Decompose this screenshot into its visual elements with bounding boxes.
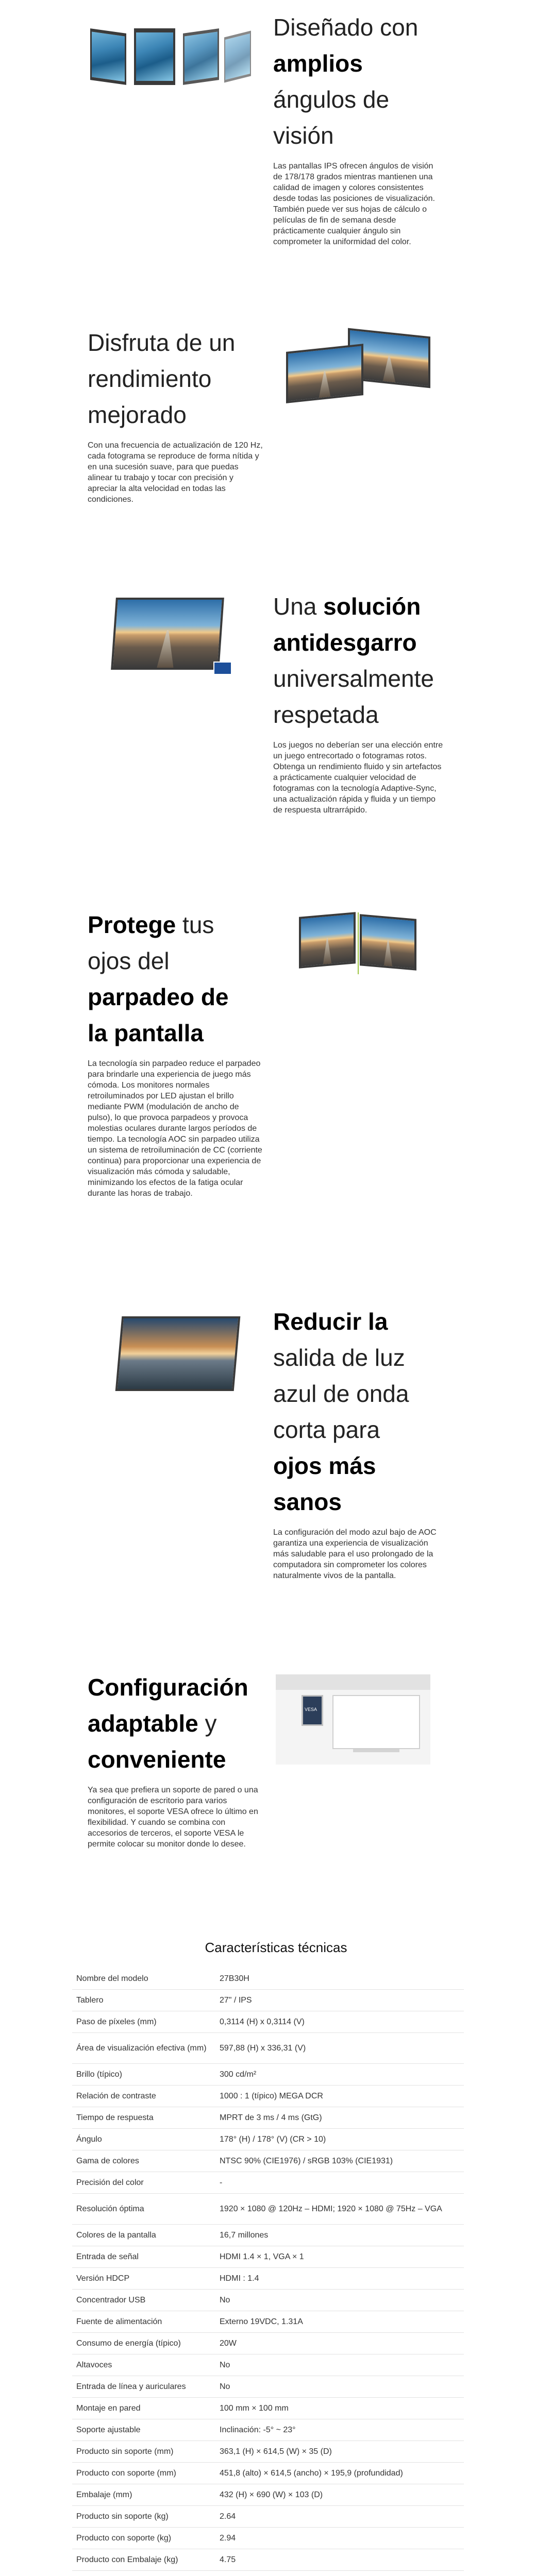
spec-row bbox=[72, 2571, 464, 2576]
spec-row bbox=[72, 2441, 464, 2463]
spec-value: No bbox=[220, 2382, 230, 2391]
spec-key: Montaje en pared bbox=[76, 2403, 141, 2413]
spec-value: NTSC 90% (CIE1976) / sRGB 103% (CIE1931) bbox=[220, 2156, 393, 2165]
spec-row bbox=[72, 2506, 464, 2528]
vesa-monitor-outline bbox=[332, 1695, 420, 1749]
adaptive-monitor bbox=[111, 598, 224, 670]
spec-row bbox=[72, 2419, 464, 2441]
vesa-mount-plate: VESA bbox=[302, 1695, 323, 1726]
spec-key: Nombre del modelo bbox=[76, 1974, 148, 1983]
performance-heading: Disfruta de un rendimiento mejorado bbox=[88, 329, 236, 428]
spec-value: 363,1 (H) × 614,5 (W) × 35 (D) bbox=[220, 2447, 332, 2456]
spec-value: 597,88 (H) x 336,31 (V) bbox=[220, 2043, 306, 2053]
spec-row bbox=[72, 2290, 464, 2311]
spec-key: Relación de contraste bbox=[76, 2091, 156, 2100]
flicker-monitor-right bbox=[360, 914, 416, 971]
spec-key: Producto con Embalaje (kg) bbox=[76, 2555, 178, 2564]
spec-key: Producto sin soporte (kg) bbox=[76, 2512, 169, 2521]
section-performance bbox=[0, 319, 552, 556]
spec-value: MPRT de 3 ms / 4 ms (GtG) bbox=[220, 2113, 322, 2122]
section-flicker-free bbox=[0, 902, 552, 1273]
spec-key: Producto con soporte (kg) bbox=[76, 2533, 172, 2543]
spec-key: Soporte ajustable bbox=[76, 2425, 141, 2434]
spec-row bbox=[72, 2033, 464, 2064]
spec-key: Embalaje (mm) bbox=[76, 2490, 132, 2499]
spec-key: Colores de la pantalla bbox=[76, 2230, 156, 2240]
section-low-blue-light bbox=[0, 1298, 552, 1659]
spec-value: 20W bbox=[220, 2338, 237, 2348]
adaptive-monitor-image bbox=[108, 598, 232, 685]
flicker-monitor-left bbox=[299, 912, 356, 969]
performance-monitors-image bbox=[286, 332, 436, 410]
performance-body: Con una frecuencia de actualización de 120 Hz, cada fotograma se reproduce de forma nítida y en una sucesión suave, para que puedas alinear tu trabajo y tocar con precisión y apreciar la alta velocidad en todas las condiciones. bbox=[88, 441, 263, 504]
angles-heading: Diseñado con amplios ángulos de visión bbox=[273, 14, 419, 149]
spec-value: 0,3114 (H) x 0,3114 (V) bbox=[220, 2017, 305, 2026]
adaptive-sync-badge-icon bbox=[213, 662, 232, 675]
spec-row bbox=[72, 2549, 464, 2571]
flicker-body: La tecnología sin parpadeo reduce el parpadeo para brindarle una experiencia de juego más cómoda. Los monitores normales retroiluminados por LED ajustan el brillo mediante PWM (modulación de ancho de pulso), lo que provoca parpadeos y provoca molestias oculares durante largos períodos de tiempo. La tecnología AOC sin parpadeo utiliza un sistema de retroiluminación de CC (corriente continua) para proporcionar una experiencia de visualización más cómoda y saludable, minimizando los efectos de la fatiga ocular durante las horas de trabajo. bbox=[88, 1059, 262, 1198]
section-vesa bbox=[0, 1669, 552, 1906]
spec-value: HDMI : 1.4 bbox=[220, 2274, 259, 2283]
adaptive-text bbox=[273, 588, 443, 816]
spec-value: 16,7 millones bbox=[220, 2230, 269, 2240]
spec-row bbox=[72, 2398, 464, 2419]
spec-value: 27B30H bbox=[220, 1974, 249, 1983]
angle-panels-image bbox=[90, 26, 255, 88]
spec-value: 27" / IPS bbox=[220, 1995, 252, 2005]
vesa-text bbox=[88, 1669, 263, 1850]
vesa-mount-image bbox=[276, 1674, 430, 1765]
spec-value: 1920 × 1080 @ 120Hz – HDMI; 1920 × 1080 @ 75Hz – VGA bbox=[220, 2204, 442, 2213]
spec-value: 300 cd/m² bbox=[220, 2070, 257, 2079]
vesa-body: Ya sea que prefiera un soporte de pared o una configuración de escritorio para varios monitores, el soporte VESA ofrece lo último en flexibilidad. Y cuando se combina con accesorios de terceros, el soporte VESA le permite colocar su monitor donde lo desee. bbox=[88, 1786, 258, 1849]
bluelight-monitor bbox=[115, 1316, 241, 1391]
flicker-text bbox=[88, 907, 263, 1199]
spec-row bbox=[72, 2107, 464, 2129]
spec-value: No bbox=[220, 2360, 230, 2369]
spec-row bbox=[72, 2484, 464, 2506]
spec-key: Entrada de línea y auriculares bbox=[76, 2382, 186, 2391]
angle-panel-far-right bbox=[224, 31, 251, 83]
section-adaptive-sync bbox=[0, 582, 552, 850]
angle-panel-left bbox=[90, 28, 126, 85]
spec-row bbox=[72, 2150, 464, 2172]
bluelight-monitor-image bbox=[113, 1314, 242, 1401]
spec-value: 178° (H) / 178° (V) (CR > 10) bbox=[220, 2134, 326, 2144]
spec-row bbox=[72, 2194, 464, 2225]
spec-key: Resolución óptima bbox=[76, 2204, 144, 2213]
section-viewing-angles bbox=[0, 0, 552, 268]
spec-key: Paso de píxeles (mm) bbox=[76, 2017, 157, 2026]
spec-value: 1000 : 1 (típico) MEGA DCR bbox=[220, 2091, 323, 2100]
spec-value: Externo 19VDC, 1.31A bbox=[220, 2317, 303, 2326]
angle-panel-right bbox=[183, 28, 219, 85]
spec-key: Brillo (típico) bbox=[76, 2070, 122, 2079]
spec-key: Tablero bbox=[76, 1995, 104, 2005]
spec-value: - bbox=[220, 2178, 223, 2187]
spec-row bbox=[72, 2354, 464, 2376]
spec-row bbox=[72, 2376, 464, 2398]
vesa-heading: Configuración adaptable y conveniente bbox=[88, 1674, 248, 1773]
bluelight-body: La configuración del modo azul bajo de AOC garantiza una experiencia de visualización más saludable para el uso prolongado de la computadora sin comprometer los colores naturalmente vivos de la pantalla. bbox=[273, 1528, 437, 1580]
spec-key: Ángulo bbox=[76, 2134, 102, 2144]
spec-row bbox=[72, 2172, 464, 2194]
specs-title: Características técnicas bbox=[205, 1940, 347, 1955]
bluelight-text bbox=[273, 1303, 438, 1581]
performance-text bbox=[88, 325, 263, 505]
spec-value: 2.64 bbox=[220, 2512, 236, 2521]
spec-key: Altavoces bbox=[76, 2360, 112, 2369]
spec-key: Versión HDCP bbox=[76, 2274, 130, 2283]
spec-row bbox=[72, 1990, 464, 2011]
spec-row bbox=[72, 2225, 464, 2246]
flicker-monitors-image bbox=[299, 914, 423, 987]
spec-row bbox=[72, 2129, 464, 2150]
spec-row bbox=[72, 2086, 464, 2107]
spec-value: 432 (H) × 690 (W) × 103 (D) bbox=[220, 2490, 323, 2499]
spec-row bbox=[72, 1968, 464, 1990]
spec-value: 451,8 (alto) × 614,5 (ancho) × 195,9 (profundidad) bbox=[220, 2468, 403, 2478]
spec-row bbox=[72, 2011, 464, 2033]
spec-key: Área de visualización efectiva (mm) bbox=[76, 2043, 207, 2053]
vesa-wall bbox=[276, 1674, 430, 1690]
spec-key: Consumo de energía (típico) bbox=[76, 2338, 181, 2348]
spec-row bbox=[72, 2064, 464, 2086]
vesa-monitor-stand bbox=[353, 1749, 399, 1752]
spec-row bbox=[72, 2311, 464, 2333]
spec-key: Precisión del color bbox=[76, 2178, 144, 2187]
angles-text bbox=[273, 9, 438, 247]
spec-key: Concentrador USB bbox=[76, 2295, 146, 2304]
flicker-divider bbox=[358, 912, 359, 974]
spec-value: 4.75 bbox=[220, 2555, 236, 2564]
spec-row bbox=[72, 2246, 464, 2268]
flicker-heading: Protege tus ojos del parpadeo de la pantalla bbox=[88, 911, 229, 1046]
spec-value: 2.94 bbox=[220, 2533, 236, 2543]
angle-panel-center bbox=[134, 28, 175, 85]
spec-value: HDMI 1.4 × 1, VGA × 1 bbox=[220, 2252, 304, 2261]
spec-row bbox=[72, 2528, 464, 2549]
spec-row bbox=[72, 2333, 464, 2354]
spec-row bbox=[72, 2268, 464, 2290]
spec-value: Inclinación: -5° ~ 23° bbox=[220, 2425, 296, 2434]
spec-row bbox=[72, 2463, 464, 2484]
adaptive-body: Los juegos no deberían ser una elección entre un juego entrecortado o fotogramas rotos. Obtenga un rendimiento fluido y sin artefactos a prácticamente cualquier velocidad de fotogramas con la tecnología Adaptive-Sync, una actualización rápida y fluida y un tiempo de respuesta ultrarrápido. bbox=[273, 741, 443, 815]
spec-key: Fuente de alimentación bbox=[76, 2317, 162, 2326]
spec-key: Producto con soporte (mm) bbox=[76, 2468, 176, 2478]
adaptive-heading: Una solución antidesgarro universalmente respetada bbox=[273, 593, 434, 728]
bluelight-heading: Reducir la salida de luz azul de onda corta para ojos más sanos bbox=[273, 1308, 409, 1515]
monitor-front bbox=[286, 344, 363, 403]
spec-key: Tiempo de respuesta bbox=[76, 2113, 154, 2122]
specs-table bbox=[72, 1968, 464, 2576]
angles-body: Las pantallas IPS ofrecen ángulos de visión de 178/178 grados mientras mantienen una calidad de imagen y colores consistentes desde todas las posiciones de visualización. También puede ver sus hojas de cálculo o películas de fin de semana desde prácticamente cualquier ángulo sin comprometer la uniformidad del color. bbox=[273, 162, 435, 246]
spec-value: 100 mm × 100 mm bbox=[220, 2403, 289, 2413]
spec-key: Producto sin soporte (mm) bbox=[76, 2447, 174, 2456]
spec-value: No bbox=[220, 2295, 230, 2304]
spec-key: Entrada de señal bbox=[76, 2252, 139, 2261]
spec-key: Gama de colores bbox=[76, 2156, 139, 2165]
